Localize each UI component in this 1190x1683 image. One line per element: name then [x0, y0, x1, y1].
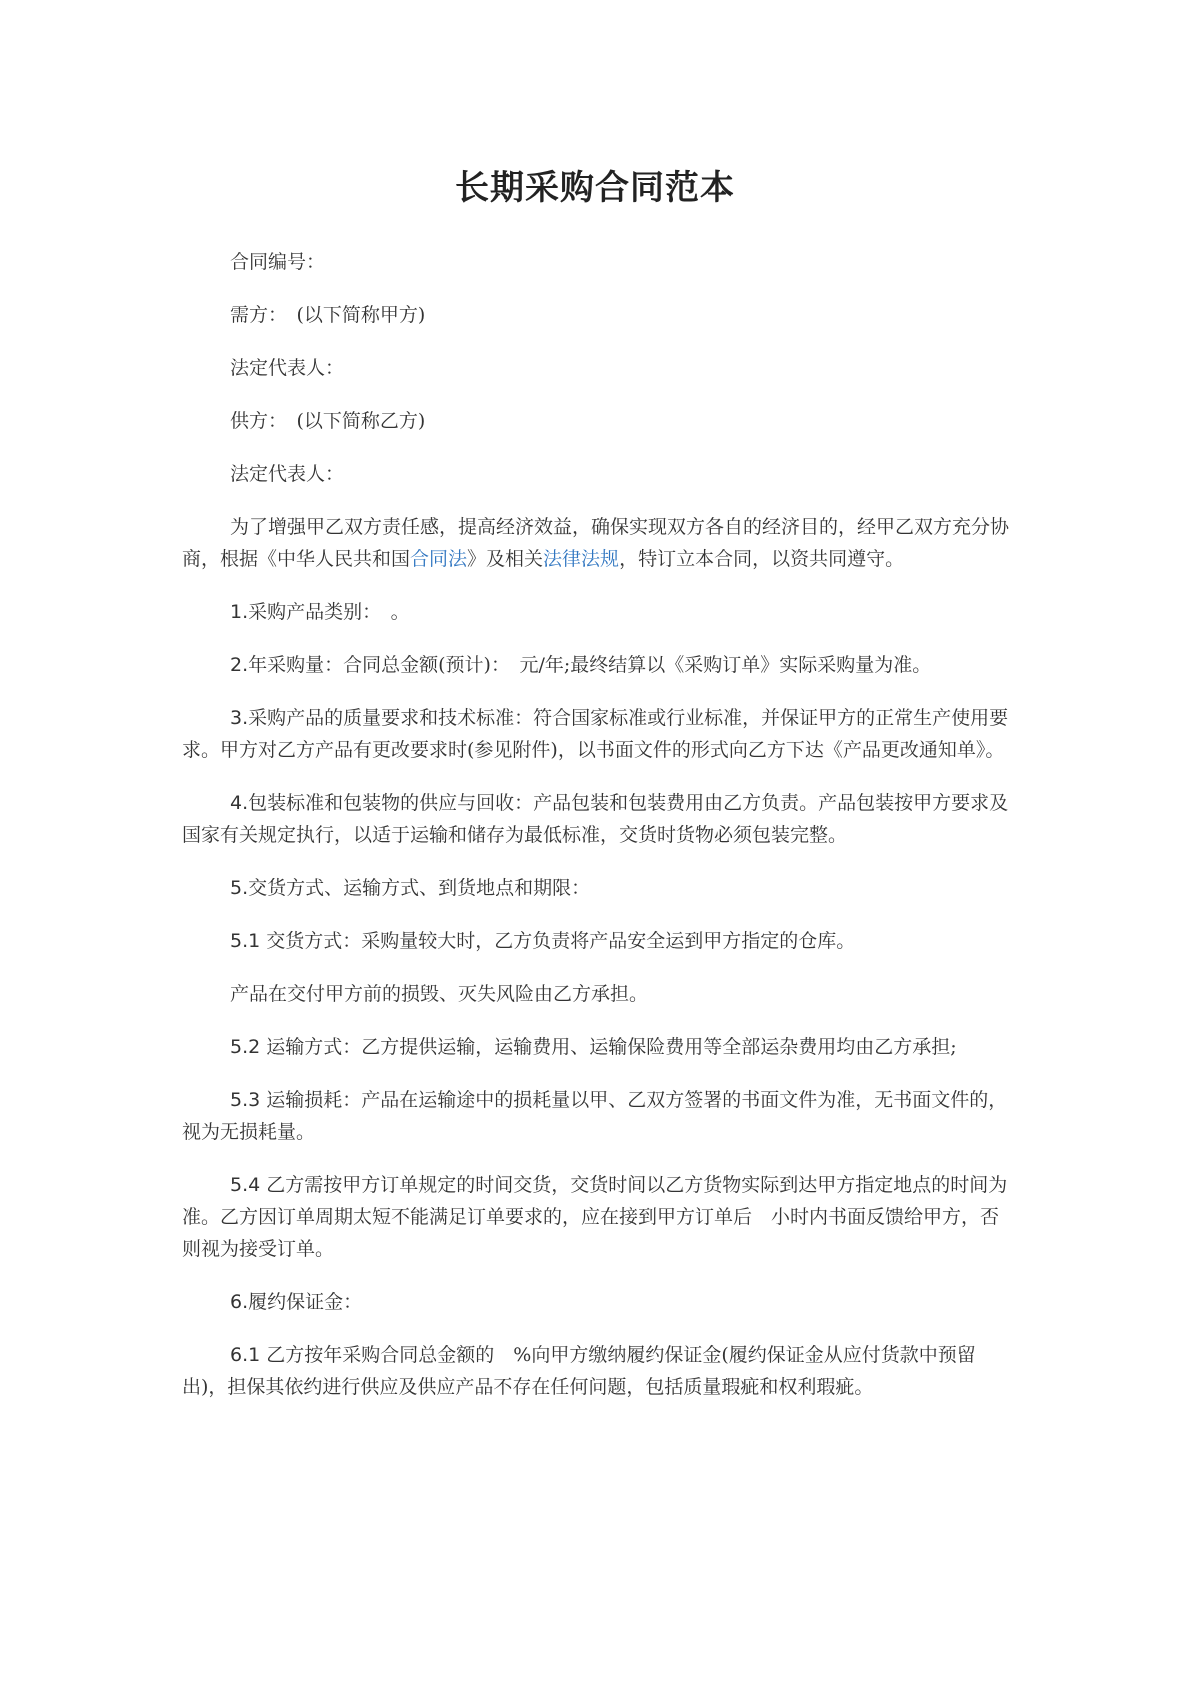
preamble-text: 为了增强甲乙双方责任感，提高经济效益，确保实现双方各自的经济目的，经甲乙双方充分协商，根据《中华人民共和国: [182, 516, 1010, 570]
clause-text: 乙方需按甲方订单规定的时间交货，交货时间以乙方货物实际到达甲方指定地点的时间为准。乙方因订单周期太短不能满足订单要求的，应在接到甲方订单后 小时内书面反馈给甲方，否则视为接受订单。: [182, 1174, 1008, 1260]
clause-text: 年采购量：合同总金额(预计)： 元/年;最终结算以《采购订单》实际采购量为准。: [248, 654, 932, 676]
clause-number: 5.2: [230, 1036, 267, 1058]
preamble-text: 》及相关: [467, 548, 544, 570]
document-title: 长期采购合同范本: [455, 168, 735, 208]
clause-number: 5.1: [230, 930, 267, 952]
clause-number: 5.: [230, 877, 249, 899]
clause-5-4: [182, 1169, 1015, 1265]
clause-text: 运输损耗：产品在运输途中的损耗量以甲、乙双方签署的书面文件为准，无书面文件的，视为无损耗量。: [182, 1089, 1008, 1143]
clause-number: 5.4: [230, 1174, 267, 1196]
clause-5: [182, 872, 1015, 904]
clause-1: [182, 596, 1015, 628]
clause-5-1: [182, 925, 1015, 957]
clause-6-1: [182, 1339, 1015, 1403]
clause-text: 产品在交付甲方前的损毁、灭失风险由乙方承担。: [230, 983, 649, 1005]
clause-number: 3.: [230, 707, 249, 729]
clause-5-3: [182, 1084, 1015, 1148]
contract-law-link[interactable]: 合同法: [410, 548, 468, 570]
clause-text: 包装标准和包装物的供应与回收：产品包装和包装费用由乙方负责。产品包装按甲方要求及国家有关规定执行，以适于运输和储存为最低标准，交货时货物必须包装完整。: [182, 792, 1009, 846]
contract-number-field: 合同编号：: [230, 251, 326, 273]
clause-text: 交货方式：采购量较大时，乙方负责将产品安全运到甲方指定的仓库。: [266, 930, 856, 952]
clause-text: 交货方式、运输方式、到货地点和期限：: [248, 877, 591, 899]
clause-text: 运输方式：乙方提供运输，运输费用、运输保险费用等全部运杂费用均由乙方承担;: [266, 1036, 957, 1058]
clause-text: 采购产品的质量要求和技术标准：符合国家标准或行业标准，并保证甲方的正常生产使用要求。甲方对乙方产品有更改要求时(参见附件)，以书面文件的形式向乙方下达《产品更改通知单》。: [182, 707, 1009, 761]
clause-5-2: [182, 1031, 1015, 1063]
clause-5-1-risk: [182, 978, 1015, 1010]
preamble-paragraph: [182, 511, 1015, 575]
clause-2: [182, 649, 1015, 681]
clause-number: 5.3: [230, 1089, 267, 1111]
clause-4: [182, 787, 1015, 851]
clause-text: 采购产品类别： 。: [248, 601, 410, 623]
supplier-representative-field: 法定代表人：: [230, 463, 345, 485]
clause-number: 2.: [230, 654, 249, 676]
clause-text: 乙方按年采购合同总金额的 %向甲方缴纳履约保证金(履约保证金从应付货款中预留出)，担保其依约进行供应及供应产品不存在任何问题，包括质量瑕疵和权利瑕疵。: [182, 1344, 976, 1398]
buyer-representative-field: 法定代表人：: [230, 357, 345, 379]
clause-text: 履约保证金：: [248, 1291, 363, 1313]
preamble-text: ，特订立本合同，以资共同遵守。: [619, 548, 905, 570]
document-body: [182, 246, 1015, 1424]
supplier-field: 供方： (以下简称乙方): [230, 410, 426, 432]
buyer-field: 需方： (以下简称甲方): [230, 304, 426, 326]
clause-number: 6.1: [230, 1344, 267, 1366]
laws-regulations-link[interactable]: 法律法规: [543, 548, 620, 570]
clause-6: [182, 1286, 1015, 1318]
clause-3: [182, 702, 1015, 766]
clause-number: 6.: [230, 1291, 249, 1313]
clause-number: 1.: [230, 601, 249, 623]
clause-number: 4.: [230, 792, 249, 814]
